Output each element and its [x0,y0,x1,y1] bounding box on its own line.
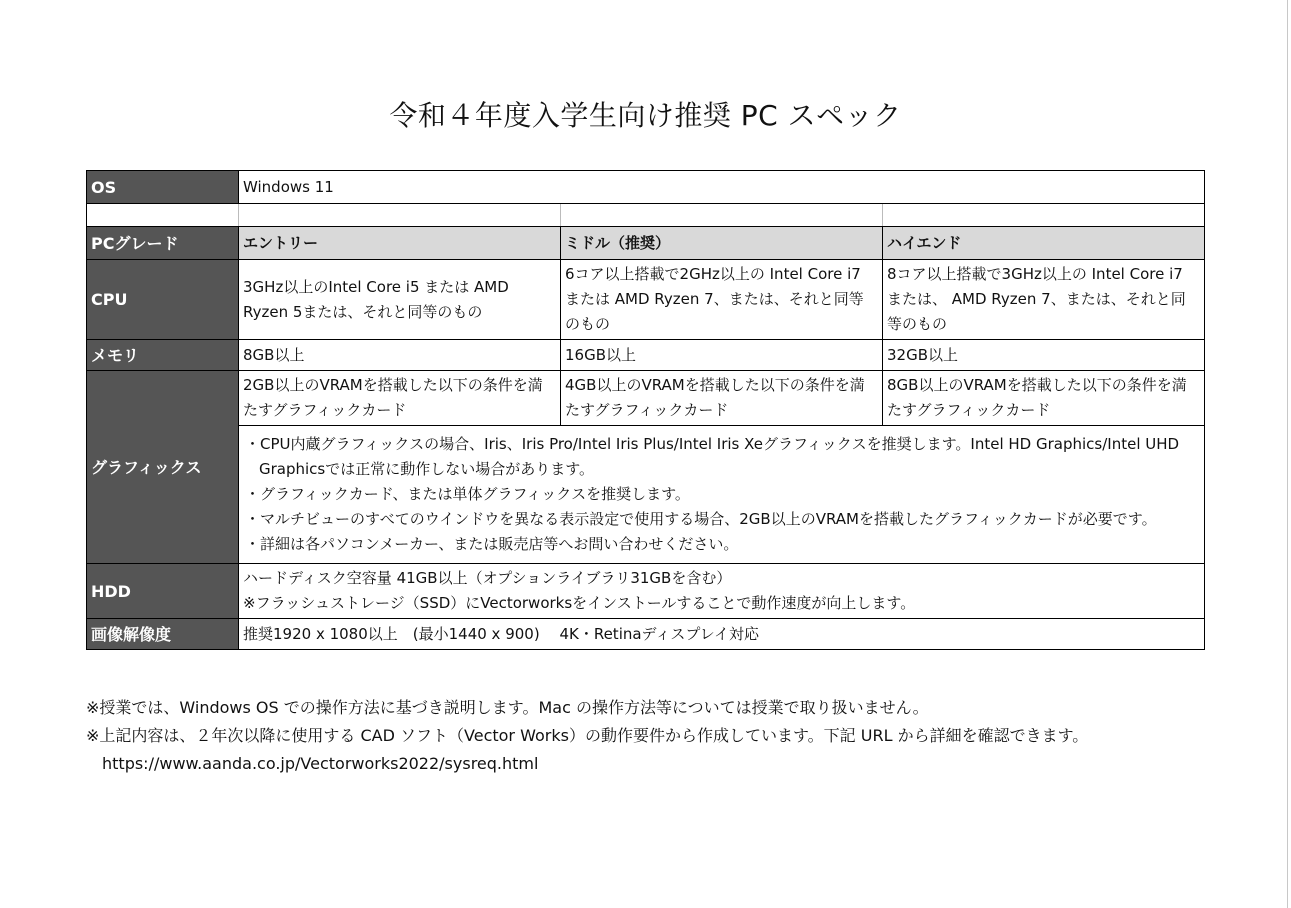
spacer-cell [239,204,561,227]
grade-entry: エントリー [239,227,561,260]
graphics-entry: 2GB以上のVRAMを搭載した以下の条件を満たすグラフィックカード [239,371,561,426]
spacer-row [87,204,1205,227]
grade-row [87,227,1205,260]
cpu-entry: 3GHz以上のIntel Core i5 または AMD Ryzen 5または、それと同等のもの [239,260,561,340]
spacer-cell [883,204,1205,227]
page-edge [1287,0,1288,908]
hdd-ssd-note: ※フラッシュストレージ（SSD）にVectorworksをインストールすることで動作速度が向上します。 [243,594,916,612]
footnotes [86,694,1236,778]
footnote-source: ※上記内容は、２年次以降に使用する CAD ソフト（Vector Works）の動作要件から作成しています。下記 URL から詳細を確認できます。 [86,726,1089,745]
footnote-url[interactable]: https://www.aanda.co.jp/Vectorworks2022/sysreq.html [102,754,539,773]
footnote-os: ※授業では、Windows OS での操作方法に基づき説明します。Mac の操作方法等については授業で取り扱いません。 [86,698,929,717]
spacer-cell [561,204,883,227]
hdd-capacity: ハードディスク空容量 41GB以上（オプションライブラリ31GBを含む） [243,569,732,587]
memory-entry: 8GB以上 [239,340,561,371]
hdd-row [87,564,1205,619]
spacer-cell [87,204,239,227]
grade-high: ハイエンド [883,227,1205,260]
cpu-high: 8コア以上搭載で3GHz以上の Intel Core i7 または、 AMD Ryzen 7、または、それと同等のもの [883,260,1205,340]
graphics-label: グラフィックス [87,371,239,564]
grade-label: PCグレード [87,227,239,260]
graphics-note: ・グラフィックカード、または単体グラフィックスを推奨します。 [245,485,690,503]
cpu-label: CPU [87,260,239,340]
resolution-value: 推奨1920 x 1080以上 (最小1440 x 900) 4K・Retinaディスプレイ対応 [239,619,1205,650]
resolution-row [87,619,1205,650]
memory-middle: 16GB以上 [561,340,883,371]
graphics-middle: 4GB以上のVRAMを搭載した以下の条件を満たすグラフィックカード [561,371,883,426]
os-row [87,171,1205,204]
graphics-notes [239,426,1205,564]
memory-row [87,340,1205,371]
spec-table [86,170,1205,650]
cpu-middle: 6コア以上搭載で2GHz以上の Intel Core i7 または AMD Ryzen 7、または、それと同等のもの [561,260,883,340]
graphics-note: ・マルチビューのすべてのウインドウを異なる表示設定で使用する場合、2GB以上のVRAMを搭載したグラフィックカードが必要です。 [245,510,1157,528]
memory-high: 32GB以上 [883,340,1205,371]
resolution-label: 画像解像度 [87,619,239,650]
cpu-row [87,260,1205,340]
graphics-high: 8GB以上のVRAMを搭載した以下の条件を満たすグラフィックカード [883,371,1205,426]
graphics-note: ・CPU内蔵グラフィックスの場合、Iris、Iris Pro/Intel Iris Plus/Intel Iris Xeグラフィックスを推奨します。Intel HD Graphics/Intel UHD Graphicsでは正常に動作しない場合があります。 [245,435,1180,478]
memory-label: メモリ [87,340,239,371]
page-title: 令和４年度入学生向け推奨 PC スペック [389,99,902,132]
hdd-value [239,564,1205,619]
graphics-row [87,371,1205,426]
graphics-note: ・詳細は各パソコンメーカー、または販売店等へお問い合わせください。 [245,535,739,553]
os-value: Windows 11 [239,171,1205,204]
hdd-label: HDD [87,564,239,619]
os-label: OS [87,171,239,204]
graphics-notes-row [87,426,1205,564]
grade-middle: ミドル（推奨） [561,227,883,260]
